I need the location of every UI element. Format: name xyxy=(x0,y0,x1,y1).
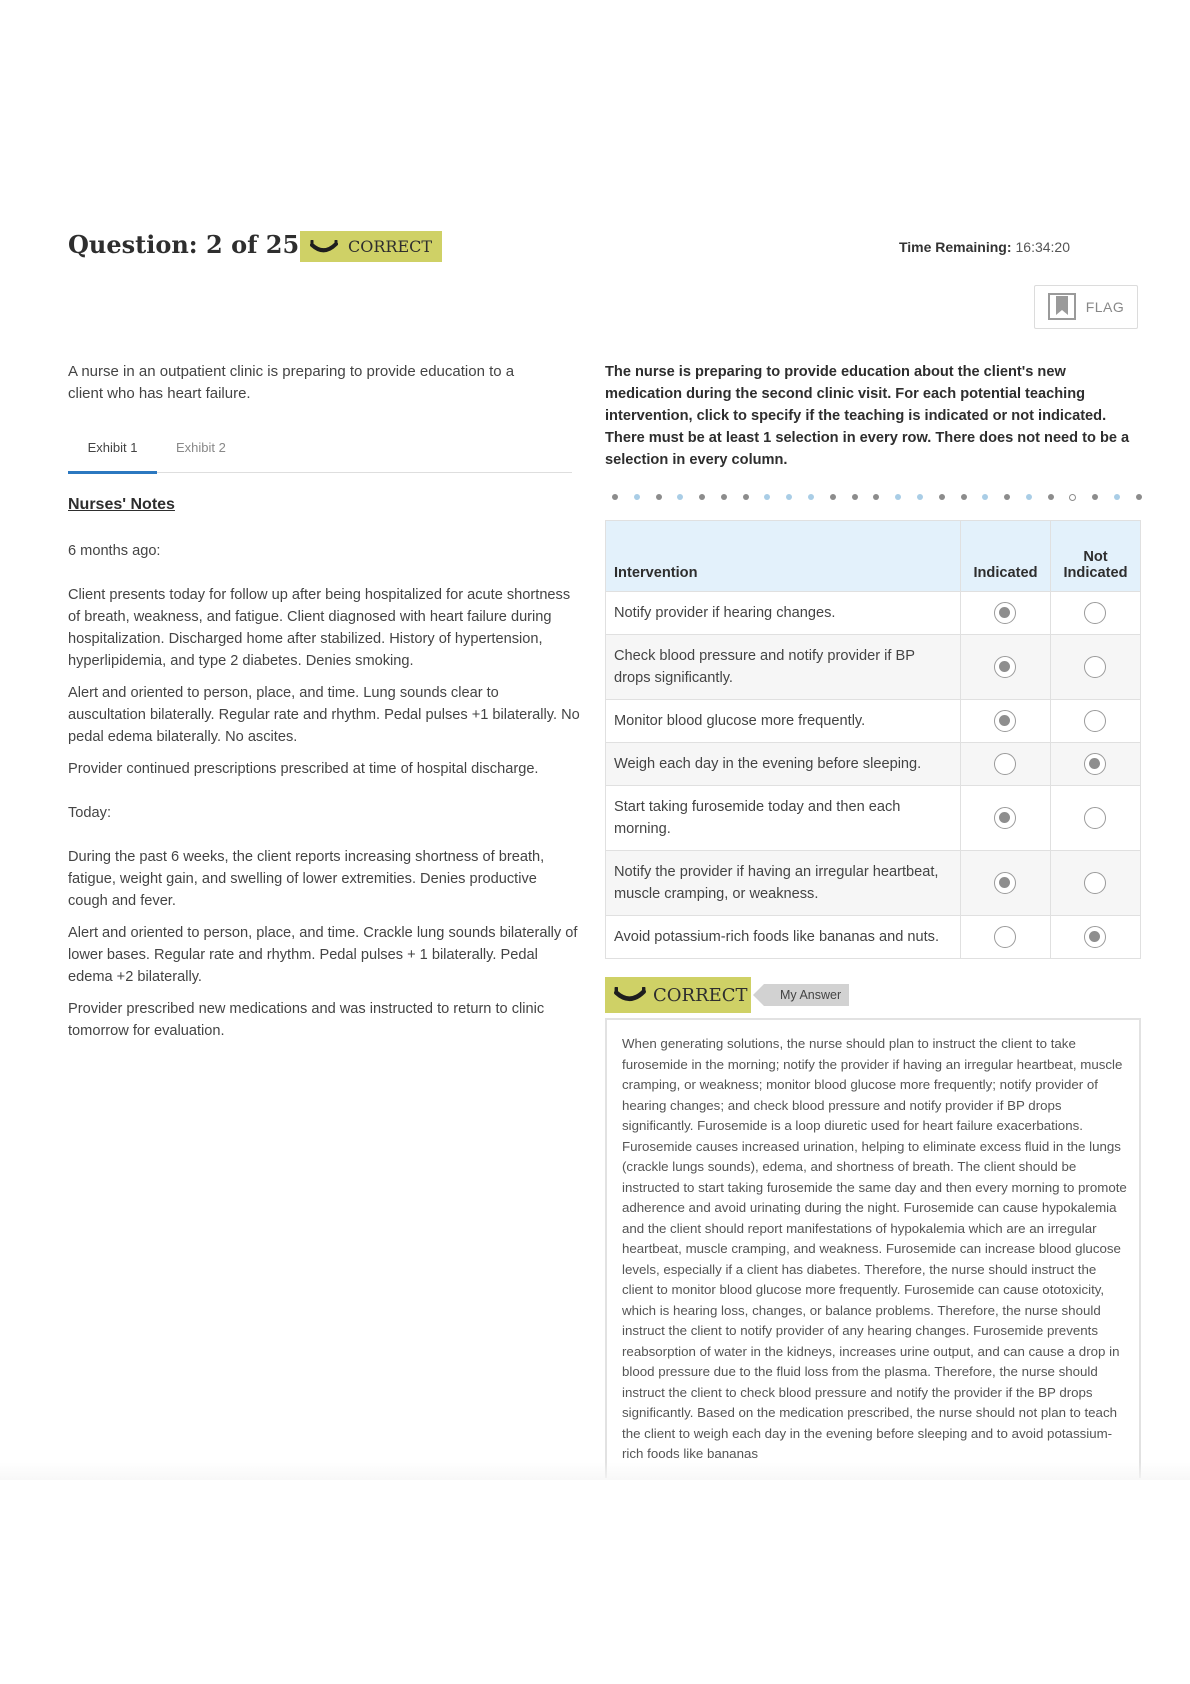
indicated-radio[interactable] xyxy=(994,656,1016,678)
progress-dot[interactable] xyxy=(961,494,967,500)
intervention-text: Start taking furosemide today and then each morning. xyxy=(606,786,961,851)
radio-cell xyxy=(960,635,1050,700)
table-row xyxy=(606,786,1141,851)
matrix-grid xyxy=(605,520,1141,959)
progress-dot[interactable] xyxy=(917,494,923,500)
intervention-text: Monitor blood glucose more frequently. xyxy=(606,700,961,743)
not-indicated-radio[interactable] xyxy=(1084,656,1106,678)
flag-label: FLAG xyxy=(1085,299,1125,315)
table-row xyxy=(606,635,1141,700)
progress-dot[interactable] xyxy=(895,494,901,500)
radio-cell xyxy=(1050,851,1140,916)
indicated-radio[interactable] xyxy=(994,807,1016,829)
intervention-text: Notify provider if hearing changes. xyxy=(606,592,961,635)
radio-cell xyxy=(960,916,1050,959)
radio-cell xyxy=(960,743,1050,786)
progress-dot[interactable] xyxy=(852,494,858,500)
progress-dot[interactable] xyxy=(939,494,945,500)
table-row xyxy=(606,592,1141,635)
nurses-notes xyxy=(68,494,580,1052)
table-row xyxy=(606,916,1141,959)
intervention-text: Notify the provider if having an irregular heartbeat, muscle cramping, or weakness. xyxy=(606,851,961,916)
progress-dot[interactable] xyxy=(612,494,618,500)
progress-dot[interactable] xyxy=(1092,494,1098,500)
exhibit-tabs xyxy=(68,430,572,473)
indicated-radio[interactable] xyxy=(994,753,1016,775)
indicated-radio[interactable] xyxy=(994,710,1016,732)
intervention-text: Weigh each day in the evening before sleeping. xyxy=(606,743,961,786)
note-paragraph: 6 months ago: xyxy=(68,543,161,559)
progress-dot[interactable] xyxy=(721,494,727,500)
radio-cell xyxy=(960,851,1050,916)
bookmark-icon xyxy=(1048,293,1078,321)
rationale-text: When generating solutions, the nurse should plan to instruct the client to take furosemide in the morning; notify the provider if having an irregular heartbeat, muscle cramping, or weakness; monitor blood glucose more frequently; notify provider of hearing changes; and check blood pressure and notify provider if BP drops significantly. Furosemide is a loop diuretic used for heart failure exacerbations. Furosemide causes increased urination, helping to eliminate excess fluid in the lungs (crackle lungs sounds), edema, and shortness of breath. The client should be instructed to start taking furosemide the same day and then every morning to promote adherence and avoid urinating during the night. Furosemide can cause hypokalemia and the client should report manifestations of hypokalemia which are an irregular heartbeat, muscle cramping, and weakness. Furosemide can increase blood glucose levels, especially if a client has diabetes. Therefore, the nurse should instruct the client to monitor blood glucose more frequently. Furosemide can cause ototoxicity, which is hearing loss, changes, or balance problems. Therefore, the nurse should instruct the client to notify provider of any hearing changes. Furosemide prevents reabsorption of water in the kidneys, increases urine output, and can cause a drop in blood pressure due to the fluid loss from the plasma. Therefore, the nurse should instruct the client to check blood pressure and notify the provider if the BP drops significantly. Based on the medication prescribed, the nurse should not plan to teach the client to weigh each day in the evening before sleeping and to avoid potassium-rich foods like bananas xyxy=(622,1036,1127,1461)
progress-dot[interactable] xyxy=(1048,494,1054,500)
indicated-radio[interactable] xyxy=(994,926,1016,948)
radio-cell xyxy=(1050,592,1140,635)
note-paragraph: During the past 6 weeks, the client reports increasing shortness of breath, fatigue, weight gain, and swelling of lower extremities. Denies productive cough and fever. xyxy=(68,849,545,909)
not-indicated-radio[interactable] xyxy=(1084,753,1106,775)
note-paragraph: Alert and oriented to person, place, and time. Crackle lung sounds bilaterally of lower bases. Regular rate and rhythm. Pedal pulses + 1 bilaterally. Pedal edema +2 bilaterally. xyxy=(68,925,578,985)
progress-dot[interactable] xyxy=(764,494,770,500)
question-instructions: The nurse is preparing to provide education about the client's new medication during the second clinic visit. For each potential teaching intervention, click to specify if the teaching is indicated or not indicated. There must be at least 1 selection in every row. There does not need to be a selection in every column. xyxy=(605,364,1130,468)
question-stem: A nurse in an outpatient clinic is preparing to provide education to a client who has heart failure. xyxy=(68,363,515,402)
my-answer-tag[interactable]: My Answer xyxy=(764,984,849,1006)
not-indicated-radio[interactable] xyxy=(1084,872,1106,894)
correct-status-badge xyxy=(300,231,442,262)
time-remaining-label: Time Remaining: xyxy=(898,239,1012,255)
table-row xyxy=(606,851,1141,916)
note-paragraph: Provider continued prescriptions prescribed at time of hospital discharge. xyxy=(68,761,539,777)
not-indicated-radio[interactable] xyxy=(1084,926,1106,948)
intervention-text: Avoid potassium-rich foods like bananas and nuts. xyxy=(606,916,961,959)
progress-dot[interactable] xyxy=(786,494,792,500)
check-swoosh-icon xyxy=(613,987,647,1003)
not-indicated-radio[interactable] xyxy=(1084,807,1106,829)
note-paragraph: Alert and oriented to person, place, and time. Lung sounds clear to auscultation bilaterally. Regular rate and rhythm. Pedal pulses +1 bilaterally. No pedal edema bilaterally. No ascites. xyxy=(68,685,580,745)
progress-dot[interactable] xyxy=(1004,494,1010,500)
note-paragraph: Client presents today for follow up after being hospitalized for acute shortness of breath, weakness, and fatigue. Client diagnosed with heart failure during hospitalization. Discharged home after stabilized. History of hypertension, hyperlipidemia, and type 2 diabetes. Denies smoking. xyxy=(68,587,571,669)
note-paragraph: Provider prescribed new medications and was instructed to return to clinic tomorrow for evaluation. xyxy=(68,1001,545,1039)
radio-cell xyxy=(960,786,1050,851)
progress-dot[interactable] xyxy=(830,494,836,500)
indicated-radio[interactable] xyxy=(994,602,1016,624)
intervention-text: Check blood pressure and notify provider if BP drops significantly. xyxy=(606,635,961,700)
tab-exhibit-2[interactable]: Exhibit 2 xyxy=(176,440,226,455)
progress-dot[interactable] xyxy=(1026,494,1032,500)
progress-dot[interactable] xyxy=(1114,494,1120,500)
radio-cell xyxy=(1050,916,1140,959)
time-remaining xyxy=(899,239,1070,255)
indicated-radio[interactable] xyxy=(994,872,1016,894)
progress-dot[interactable] xyxy=(677,494,683,500)
column-header-not-indicated: Not Indicated xyxy=(1050,521,1140,592)
radio-cell xyxy=(1050,700,1140,743)
not-indicated-radio[interactable] xyxy=(1084,602,1106,624)
radio-cell xyxy=(960,700,1050,743)
radio-cell xyxy=(1050,743,1140,786)
nurses-notes-title: Nurses' Notes xyxy=(68,496,175,513)
progress-dot[interactable] xyxy=(873,494,879,500)
progress-dot[interactable] xyxy=(808,494,814,500)
page-fold-shadow xyxy=(0,1462,1190,1480)
check-swoosh-icon xyxy=(310,240,338,254)
note-paragraph: Today: xyxy=(68,805,111,821)
radio-cell xyxy=(960,592,1050,635)
table-row xyxy=(606,700,1141,743)
radio-cell xyxy=(1050,786,1140,851)
progress-dot-current[interactable] xyxy=(1069,494,1076,501)
flag-button[interactable] xyxy=(1034,285,1138,329)
progress-dot[interactable] xyxy=(982,494,988,500)
table-row xyxy=(606,743,1141,786)
progress-dot[interactable] xyxy=(743,494,749,500)
correct-status-label: CORRECT xyxy=(348,237,433,256)
time-remaining-value: 16:34:20 xyxy=(1015,239,1070,255)
rationale-panel xyxy=(605,1018,1141,1478)
question-counter: Question: 2 of 25 xyxy=(68,230,300,259)
result-correct-badge xyxy=(605,977,751,1013)
progress-dot[interactable] xyxy=(656,494,662,500)
progress-dot[interactable] xyxy=(699,494,705,500)
question-progress-dots xyxy=(612,492,1142,502)
result-correct-label: CORRECT xyxy=(653,984,748,1006)
not-indicated-radio[interactable] xyxy=(1084,710,1106,732)
column-header-indicated: Indicated xyxy=(960,521,1050,592)
progress-dot[interactable] xyxy=(1136,494,1142,500)
tab-exhibit-1[interactable]: Exhibit 1 xyxy=(68,440,157,474)
column-header-intervention: Intervention xyxy=(606,521,961,592)
progress-dot[interactable] xyxy=(634,494,640,500)
radio-cell xyxy=(1050,635,1140,700)
